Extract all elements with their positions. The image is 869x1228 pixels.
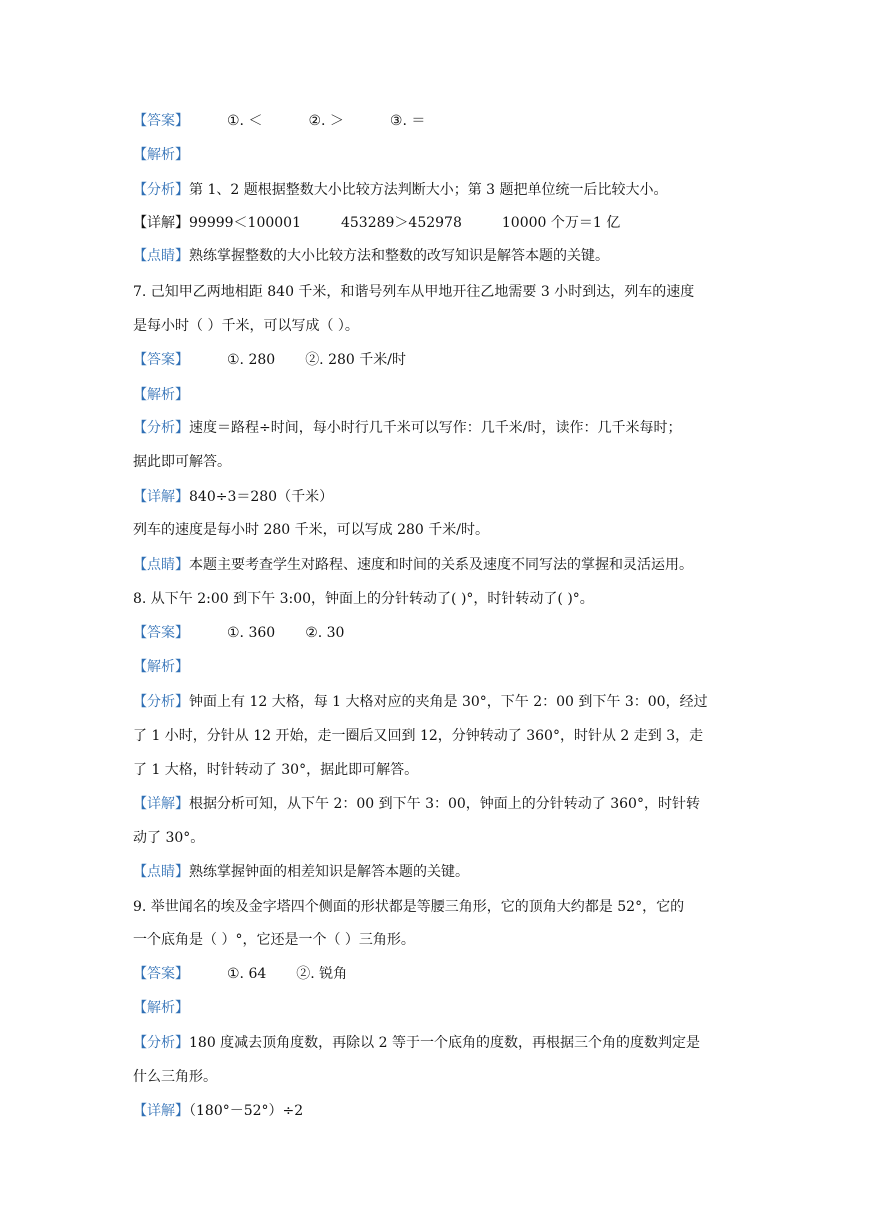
question-7-cont: 是每小时（ ）千米，可以写成（ ）。 <box>133 318 359 334</box>
section-tag: 【详解】 <box>133 1103 189 1119</box>
section-body: 熟练掌握整数的大小比较方法和整数的改写知识是解答本题的关键。 <box>189 248 609 264</box>
section-body: 第 1、2 题根据整数大小比较方法判断大小；第 3 题把单位统一后比较大小。 <box>189 182 668 198</box>
tip-text <box>133 555 693 575</box>
detail-text <box>133 487 333 507</box>
answer-line <box>133 111 425 131</box>
section-tag: 【点睛】 <box>133 557 189 573</box>
tip-text <box>133 246 609 266</box>
section-body: 速度＝路程÷时间，每小时行几千米可以写作：几千米/时，读作：几千米每时； <box>189 420 682 436</box>
section-tag: 【分析】 <box>133 182 189 198</box>
analysis-text <box>133 1033 700 1053</box>
analysis-heading: 【解析】 <box>133 387 189 403</box>
analysis-text <box>133 418 681 438</box>
question-7: 7. 己知甲乙两地相距 840 千米，和谐号列车从甲地开往乙地需要 3 小时到达，列车的速度 <box>133 284 695 300</box>
section-tag: 【详解】 <box>133 489 189 505</box>
analysis-text: 据此即可解答。 <box>133 454 231 470</box>
section-body: 本题主要考查学生对路程、速度和时间的关系及速度不同写法的掌握和灵活运用。 <box>189 557 693 573</box>
section-tag: 【点睛】 <box>133 248 189 264</box>
analysis-heading: 【解析】 <box>133 147 189 163</box>
analysis-text: 了 1 小时，分针从 12 开始，走一圈后又回到 12，分钟转动了 360°，时针从 2 走到 3，走 <box>133 728 704 744</box>
answer-item: ②. ＞ <box>308 113 344 129</box>
answer-tag: 【答案】 <box>133 625 189 641</box>
detail-item: 10000 个万＝1 亿 <box>501 215 621 231</box>
detail-text: 列车的速度是每小时 280 千米，可以写成 280 千米/时。 <box>133 522 489 538</box>
question-9: 9. 举世闻名的埃及金字塔四个侧面的形状都是等腰三角形，它的顶角大约都是 52°，它的 <box>133 899 685 915</box>
question-9-cont: 一个底角是（ ）°，它还是一个（ ）三角形。 <box>133 932 415 948</box>
section-tag: 【详解】 <box>133 796 189 812</box>
section-body: （180°－52°）÷2 <box>189 1103 304 1119</box>
section-body: 180 度减去顶角度数，再除以 2 等于一个底角的度数，再根据三个角的度数判定是 <box>189 1035 700 1051</box>
answer-item: ③. ＝ <box>389 113 426 129</box>
answer-line <box>133 964 347 984</box>
detail-text <box>133 794 700 814</box>
tip-text <box>133 862 469 882</box>
detail-item: 453289＞452978 <box>340 215 462 231</box>
answer-line <box>133 350 406 370</box>
section-tag: 【分析】 <box>133 1035 189 1051</box>
detail-text <box>133 1101 303 1121</box>
answer-item: ②. 280 千米/时 <box>305 352 406 368</box>
analysis-heading: 【解析】 <box>133 1000 189 1016</box>
section-tag: 【分析】 <box>133 420 189 436</box>
answer-item: ①. 280 <box>227 352 276 368</box>
answer-item: ①. 64 <box>227 966 267 982</box>
analysis-text: 什么三角形。 <box>133 1069 217 1085</box>
detail-line <box>133 213 620 233</box>
question-8: 8. 从下午 2:00 到下午 3:00，钟面上的分针转动了( )°，时针转动了( )°。 <box>133 591 594 607</box>
answer-item: ②. 30 <box>305 625 345 641</box>
detail-item: 【详解】99999＜100001 <box>133 215 301 231</box>
answer-item: ①. 360 <box>227 625 276 641</box>
answer-item: ①. ＜ <box>227 113 263 129</box>
detail-text: 动了 30°。 <box>133 830 205 846</box>
analysis-text <box>133 180 668 200</box>
section-tag: 【分析】 <box>133 694 189 710</box>
analysis-text <box>133 692 708 712</box>
answer-tag: 【答案】 <box>133 966 189 982</box>
section-tag: 【点睛】 <box>133 864 189 880</box>
analysis-text: 了 1 大格，时针转动了 30°，据此即可解答。 <box>133 762 419 778</box>
answer-line <box>133 623 344 643</box>
answer-tag: 【答案】 <box>133 352 189 368</box>
analysis-heading: 【解析】 <box>133 659 189 675</box>
section-body: 根据分析可知，从下午 2：00 到下午 3：00，钟面上的分针转动了 360°，时针转 <box>189 796 700 812</box>
section-body: 熟练掌握钟面的相差知识是解答本题的关键。 <box>189 864 469 880</box>
answer-item: ②. 锐角 <box>296 966 348 982</box>
answer-tag: 【答案】 <box>133 113 189 129</box>
section-body: 钟面上有 12 大格，每 1 大格对应的夹角是 30°，下午 2：00 到下午 3：00，经过 <box>189 694 708 710</box>
section-body: 840÷3＝280（千米） <box>189 489 334 505</box>
